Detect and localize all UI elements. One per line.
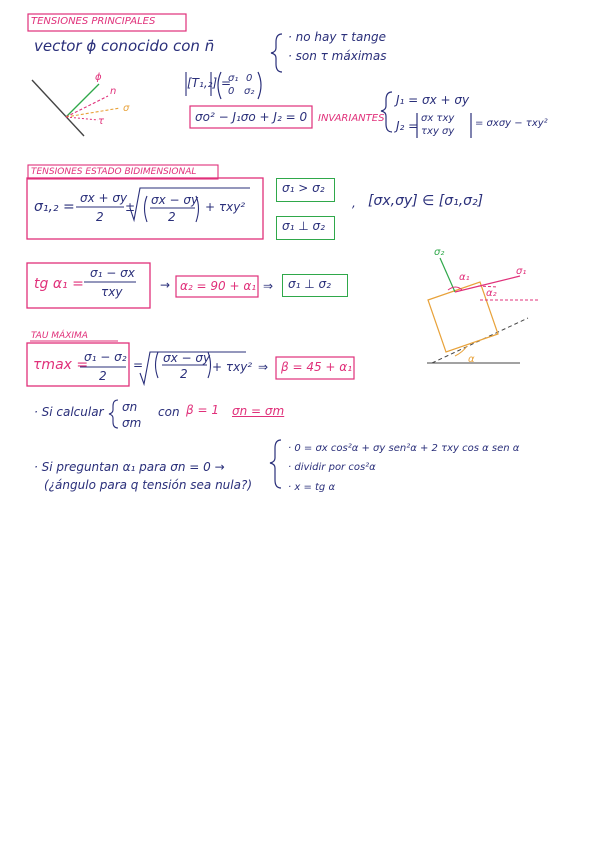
diagram-surface-line: [32, 80, 84, 136]
vector-line: vector ϕ conocido con n̄: [34, 37, 215, 55]
matrix-m22: σ₂: [244, 86, 255, 97]
tmax-root-den: 2: [180, 367, 188, 381]
diagram-alpha2-label: α₂: [486, 288, 497, 299]
sigma12-den: 2: [96, 210, 104, 224]
tg-lhs: tg α₁ =: [34, 276, 84, 292]
alpha2-eq: α₂ = 90 + α₁: [180, 279, 257, 293]
perp-result: σ₁ ⊥ σ₂: [288, 277, 331, 291]
root-den: 2: [168, 210, 176, 224]
invariant-j1: J₁ = σx + σy: [396, 93, 470, 107]
question-explanation: (¿ángulo para q tensión sea nula?): [44, 478, 253, 492]
characteristic-equation: σo² − J₁σo + J₂ = 0: [195, 110, 308, 124]
tmax-root-num: σx − σy: [163, 351, 211, 365]
sigma12-lhs: σ₁,₂ =: [34, 199, 75, 215]
diagram-sigma2-label: σ₂: [434, 247, 445, 258]
beta-eq: β = 45 + α₁: [281, 360, 353, 374]
j2-matrix-row2: τxy σy: [421, 126, 455, 137]
sec2-title: TENSIONES ESTADO BIDIMENSIONAL: [31, 167, 197, 177]
j2-matrix-row1: σx τxy: [421, 113, 455, 124]
matrix-m21: 0: [228, 86, 235, 97]
sigma12-num: σx + σy: [80, 191, 128, 205]
plus-minus: ±: [125, 200, 136, 214]
brace-invariantes: [381, 92, 392, 132]
tmax-lhs: τmax =: [33, 357, 89, 373]
brace-item-no-tangential: · no hay τ tange: [288, 30, 386, 44]
brace-properties: [271, 34, 282, 72]
sigma-equality: σn = σm: [232, 404, 285, 418]
tmax-arrow: ⇒: [258, 360, 269, 374]
arrow-1: →: [160, 278, 171, 292]
cond-sigma-perpendicular: σ₁ ⊥ σ₂: [282, 219, 325, 233]
root-plus-tau: + τxy²: [205, 200, 246, 214]
diagram-sigma1-label: σ₁: [516, 266, 527, 277]
beta-one: β = 1: [186, 403, 219, 417]
invariantes-label: INVARIANTES: [318, 113, 385, 124]
step-substitute: · x = tg α: [288, 482, 336, 493]
arrow-2: ⇒: [263, 279, 274, 293]
sigma-m: σm: [122, 416, 142, 430]
step-equation: · 0 = σx cos²α + σy sen²α + 2 τxy cos α sen α: [288, 443, 520, 454]
tg-den: τxy: [101, 285, 123, 299]
sec4-title: TAU MÁXIMA: [31, 331, 88, 341]
invariant-j2-right: = σxσy − τxy²: [475, 118, 548, 129]
comma: ,: [352, 196, 356, 210]
matrix-label: [T₁,₂] =: [187, 76, 231, 90]
diagram-tau-label: τ: [98, 116, 105, 127]
con: con: [158, 405, 180, 419]
tg-num: σ₁ − σx: [90, 266, 135, 280]
brace-item-max-tau: · son τ máximas: [288, 49, 387, 63]
sec1-title: TENSIONES PRINCIPALES: [31, 16, 156, 27]
diagram-vector-phi: [66, 84, 99, 117]
matrix-m12: 0: [246, 73, 253, 84]
root-num: σx − σy: [151, 193, 199, 207]
tmax-root-plus: + τxy²: [212, 360, 253, 374]
diagram-tau: [66, 117, 98, 120]
interval: [σx,σy] ∈ [σ₁,σ₂]: [368, 193, 484, 209]
cond-sigma1-greater: σ₁ > σ₂: [282, 181, 325, 195]
diagram-alpha1-label: α₁: [459, 272, 470, 283]
diagram-n-label: n: [110, 86, 117, 97]
tmax-equals: =: [133, 358, 144, 372]
si-calcular: · Si calcular: [34, 405, 104, 419]
question-line: · Si preguntan α₁ para σn = 0 →: [34, 460, 225, 474]
matrix-m11: σ₁: [228, 73, 239, 84]
tmax-num: σ₁ − σ₂: [84, 350, 127, 364]
invariant-j2-left: J₂ =: [396, 119, 419, 133]
diagram-alpha-label: α: [468, 354, 475, 365]
diagram-phi-label: ϕ: [95, 72, 102, 83]
sigma-n: σn: [122, 400, 138, 414]
step-divide: · dividir por cos²α: [288, 462, 376, 473]
tmax-den: 2: [99, 369, 107, 383]
diagram-sigma-label: σ: [123, 103, 130, 114]
